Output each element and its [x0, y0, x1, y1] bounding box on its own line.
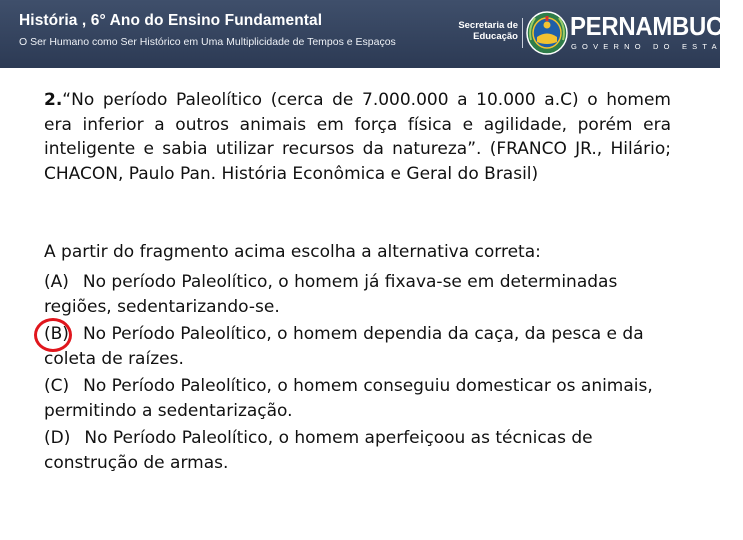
secretaria-label [448, 20, 518, 42]
option-d [44, 426, 684, 476]
question-number: 2. [44, 90, 63, 110]
option-b [44, 322, 684, 372]
option-b-letter: (B) [44, 324, 69, 344]
secretaria-line-1: Secretaria de [458, 20, 518, 31]
option-d-text: No Período Paleolítico, o homem aperfeiçoou as técnicas de construção de armas. [44, 428, 593, 473]
brand-subtitle: GOVERNO DO ESTADO [571, 42, 743, 51]
question-prompt: A partir do fragmento acima escolha a alternativa correta: [44, 242, 541, 262]
slide-title: História , 6° Ano do Ensino Fundamental [19, 12, 323, 29]
option-d-letter: (D) [44, 428, 71, 448]
option-a [44, 270, 684, 320]
option-b-text: No Período Paleolítico, o homem dependia da caça, da pesca e da coleta de raízes. [44, 324, 644, 369]
answer-highlight-circle [34, 318, 72, 352]
question-text: “No período Paleolítico (cerca de 7.000.000 a 10.000 a.C) o homem era inferior a outros animais em força física e agilidade, porém era inteligente e sabia utilizar recursos da natureza”. (FRANCO JR., Hilário; CHACON, Paulo Pan. História Econômica e Geral do Brasil) [44, 90, 671, 184]
option-a-text: No período Paleolítico, o homem já fixava-se em determinadas regiões, sedentarizando-se. [44, 272, 618, 317]
option-a-letter: (A) [44, 272, 69, 292]
option-c [44, 374, 684, 424]
brand-name: PERNAMBUCO [570, 11, 742, 41]
header-band [0, 0, 743, 68]
pernambuco-seal-icon [525, 10, 569, 56]
option-c-text: No Período Paleolítico, o homem conseguiu domesticar os animais, permitindo a sedentarização. [44, 376, 653, 421]
header-divider [522, 18, 523, 48]
slide-subtitle: O Ser Humano como Ser Histórico em Uma Multiplicidade de Tempos e Espaços [19, 36, 396, 48]
secretaria-line-2: Educação [473, 31, 518, 42]
option-c-letter: (C) [44, 376, 70, 396]
question-paragraph [44, 88, 671, 186]
